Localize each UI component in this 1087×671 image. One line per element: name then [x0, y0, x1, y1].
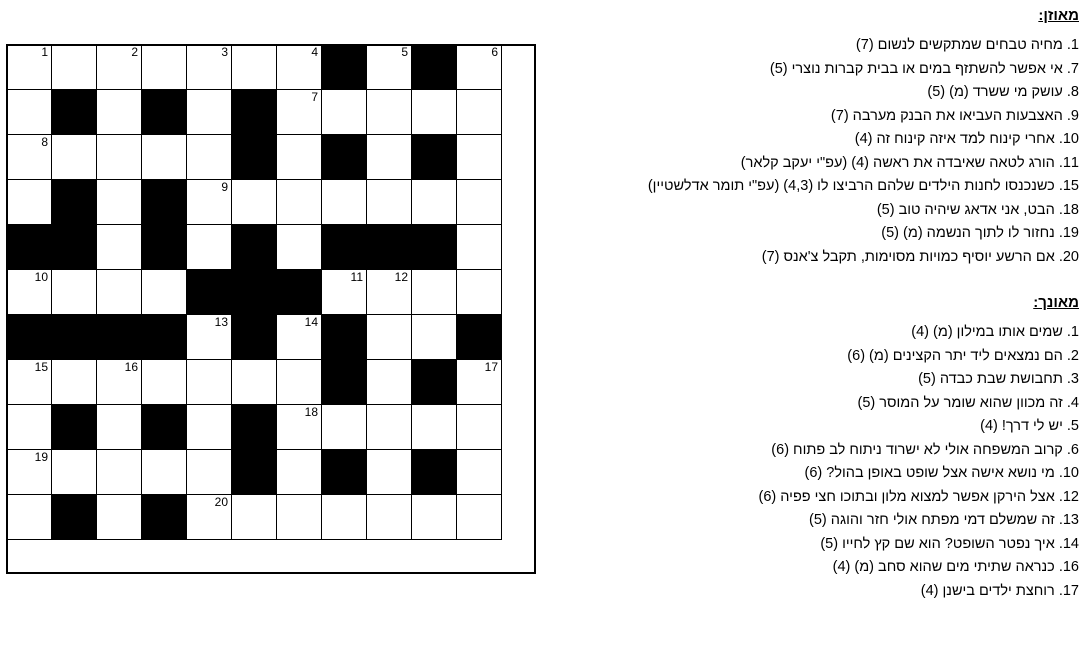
cell-number: 8: [41, 135, 48, 149]
down-clue-item: 10. מי נושא אישה אצל שופט באופן בהול? (6): [804, 465, 1079, 481]
crossword-cell[interactable]: [277, 180, 322, 225]
cell-number: 18: [304, 405, 318, 419]
cell-number: 4: [311, 45, 318, 59]
crossword-row: [7, 405, 502, 450]
crossword-cell[interactable]: [277, 495, 322, 540]
crossword-cell[interactable]: [97, 405, 142, 450]
crossword-cell[interactable]: [457, 450, 502, 495]
across-clue-item: 19. נחזור לו לתוך הנשמה (מ) (5): [881, 225, 1079, 241]
crossword-cell[interactable]: [97, 495, 142, 540]
crossword-cell[interactable]: [367, 495, 412, 540]
crossword-cell[interactable]: [232, 495, 277, 540]
crossword-cell[interactable]: [412, 270, 457, 315]
crossword-cell[interactable]: [322, 270, 367, 315]
crossword-grid[interactable]: [6, 44, 502, 540]
crossword-cell[interactable]: [7, 45, 52, 90]
crossword-cell[interactable]: [232, 45, 277, 90]
crossword-cell-block: [322, 45, 367, 90]
crossword-cell[interactable]: [52, 45, 97, 90]
crossword-cell[interactable]: [367, 360, 412, 405]
crossword-cell[interactable]: [187, 225, 232, 270]
cell-number: 9: [221, 180, 228, 194]
crossword-cell[interactable]: [52, 360, 97, 405]
down-clue-list: [559, 321, 1079, 603]
crossword-cell-block: [142, 225, 187, 270]
crossword-cell[interactable]: [457, 225, 502, 270]
crossword-cell-block: [367, 225, 412, 270]
crossword-cell-block: [7, 225, 52, 270]
crossword-cell[interactable]: [412, 315, 457, 360]
crossword-cell-block: [232, 225, 277, 270]
down-clue-item: 4. זה מכוון שהוא שומר על המוסר (5): [857, 394, 1079, 411]
down-clue-item: 13. זה שמשלם דמי מפתח אולי חזר והוגה (5): [809, 512, 1079, 528]
cell-number: 13: [214, 315, 228, 329]
crossword-cell[interactable]: [277, 405, 322, 450]
crossword-cell[interactable]: [97, 450, 142, 495]
crossword-cell-block: [322, 315, 367, 360]
crossword-cell-block: [232, 135, 277, 180]
crossword-cell[interactable]: [7, 495, 52, 540]
crossword-cell-block: [322, 135, 367, 180]
down-clue-item: 1. שמים אותו במילון (מ) (4): [911, 324, 1079, 340]
cell-number: 11: [350, 270, 363, 284]
crossword-cell[interactable]: [232, 360, 277, 405]
crossword-cell[interactable]: [457, 90, 502, 135]
down-clue-item: 14. איך נפטר השופט? הוא שם קץ לחייו (5): [820, 535, 1079, 552]
crossword-cell[interactable]: [277, 315, 322, 360]
down-clue-item: 3. תחבושת שבת כבדה (5): [918, 371, 1079, 387]
crossword-cell[interactable]: [412, 180, 457, 225]
crossword-cell[interactable]: [457, 405, 502, 450]
across-heading: מאוזן:: [1038, 7, 1079, 24]
across-clue-item: 7. אי אפשר להשתזף במים או בבית קברות נוצרי (5): [769, 60, 1079, 77]
crossword-cell[interactable]: [232, 180, 277, 225]
across-clue-list: [559, 34, 1079, 269]
crossword-cell[interactable]: [97, 360, 142, 405]
cell-number: 1: [41, 45, 48, 59]
crossword-cell-block: [412, 360, 457, 405]
cell-number: 3: [221, 45, 228, 59]
cell-number: 20: [214, 495, 228, 509]
crossword-row: [7, 90, 502, 135]
crossword-cell[interactable]: [142, 135, 187, 180]
clues-panel: [559, 6, 1079, 603]
crossword-cell-block: [142, 90, 187, 135]
crossword-cell-block: [142, 315, 187, 360]
crossword-cell[interactable]: [367, 315, 412, 360]
crossword-cell[interactable]: [142, 45, 187, 90]
crossword-cell[interactable]: [322, 90, 367, 135]
crossword-cell[interactable]: [367, 180, 412, 225]
cell-number: 7: [311, 90, 318, 104]
crossword-row: [7, 270, 502, 315]
crossword-cell-block: [232, 315, 277, 360]
crossword-cell[interactable]: [367, 45, 412, 90]
crossword-row: [7, 450, 502, 495]
crossword-cell-block: [52, 225, 97, 270]
crossword-row: [7, 225, 502, 270]
crossword-cell[interactable]: [187, 45, 232, 90]
crossword-cell[interactable]: [187, 405, 232, 450]
across-clue-item: 10. אחרי קינוח למד איזה קינוח זה (4): [854, 131, 1079, 147]
crossword-cell[interactable]: [457, 495, 502, 540]
cell-number: 12: [394, 270, 408, 284]
crossword-cell-block: [232, 450, 277, 495]
crossword-cell-block: [457, 315, 502, 360]
across-clue-item: 11. הורג לטאה שאיבדה את ראשה (4) (עפ"י יעקב קלאר): [740, 154, 1079, 171]
crossword-cell[interactable]: [187, 135, 232, 180]
cell-number: 19: [34, 450, 48, 464]
crossword-row: [7, 180, 502, 225]
crossword-cell-block: [232, 405, 277, 450]
crossword-cell[interactable]: [7, 180, 52, 225]
across-clue-item: 1. מחיה טבחים שמתקשים לנשום (7): [855, 37, 1079, 53]
crossword-cell[interactable]: [187, 90, 232, 135]
down-clue-item: 6. קרוב המשפחה אולי לא ישרוד ניתוח לב פתוח (6): [771, 441, 1079, 458]
cell-number: 10: [34, 270, 48, 284]
down-clue-item: 5. יש לי דרך! (4): [980, 418, 1079, 434]
crossword-cell[interactable]: [367, 405, 412, 450]
across-clue-item: 9. האצבעות העביאו את הבנק מערבה (7): [830, 107, 1079, 124]
crossword-cell[interactable]: [187, 360, 232, 405]
crossword-cell[interactable]: [7, 405, 52, 450]
crossword-cell[interactable]: [367, 270, 412, 315]
crossword-cell-block: [52, 495, 97, 540]
crossword-cell-block: [412, 135, 457, 180]
crossword-cell[interactable]: [412, 90, 457, 135]
crossword-grid-container[interactable]: [6, 44, 502, 540]
crossword-cell-block: [52, 180, 97, 225]
across-clue-item: 18. הבט, אני אדאג שיהיה טוב (5): [876, 201, 1079, 218]
crossword-cell[interactable]: [142, 270, 187, 315]
cell-number: 14: [304, 315, 318, 329]
crossword-cell-block: [232, 90, 277, 135]
across-clue-item: 8. עושק מי ששרד (מ) (5): [927, 84, 1079, 100]
crossword-cell[interactable]: [277, 360, 322, 405]
crossword-row: [7, 360, 502, 405]
crossword-cell-block: [52, 315, 97, 360]
crossword-cell[interactable]: [457, 180, 502, 225]
crossword-cell-block: [322, 225, 367, 270]
crossword-cell[interactable]: [367, 135, 412, 180]
cell-number: 2: [131, 45, 138, 59]
crossword-cell-block: [187, 270, 232, 315]
crossword-cell-block: [322, 360, 367, 405]
crossword-cell-block: [412, 225, 457, 270]
crossword-cell[interactable]: [412, 405, 457, 450]
crossword-row: [7, 315, 502, 360]
crossword-cell[interactable]: [97, 90, 142, 135]
crossword-cell[interactable]: [322, 495, 367, 540]
crossword-cell[interactable]: [52, 450, 97, 495]
crossword-cell-block: [52, 90, 97, 135]
crossword-cell[interactable]: [277, 90, 322, 135]
crossword-cell[interactable]: [187, 180, 232, 225]
crossword-cell[interactable]: [97, 45, 142, 90]
crossword-cell[interactable]: [277, 450, 322, 495]
crossword-cell[interactable]: [7, 90, 52, 135]
crossword-cell[interactable]: [457, 270, 502, 315]
crossword-cell[interactable]: [322, 405, 367, 450]
crossword-cell-block: [142, 495, 187, 540]
down-clue-item: 17. רוחצת ילדים בישנן (4): [920, 582, 1079, 599]
down-heading: מאונך:: [1033, 294, 1079, 311]
crossword-cell[interactable]: [277, 135, 322, 180]
crossword-cell[interactable]: [277, 45, 322, 90]
crossword-cell[interactable]: [142, 360, 187, 405]
crossword-cell[interactable]: [7, 135, 52, 180]
crossword-cell[interactable]: [277, 225, 322, 270]
down-clue-item: 16. כנראה שתיתי מים שהוא סחב (מ) (4): [832, 559, 1079, 575]
crossword-row: [7, 495, 502, 540]
cell-number: 5: [401, 45, 408, 59]
down-clue-item: 12. אצל הירקן אפשר למצוא מלון ובתוכו חצי פפיה (6): [758, 488, 1079, 505]
crossword-cell[interactable]: [97, 270, 142, 315]
crossword-cell[interactable]: [7, 270, 52, 315]
crossword-cell[interactable]: [7, 360, 52, 405]
crossword-cell[interactable]: [457, 360, 502, 405]
crossword-cell[interactable]: [7, 450, 52, 495]
crossword-cell[interactable]: [322, 180, 367, 225]
crossword-cell-block: [412, 45, 457, 90]
cell-number: 6: [491, 45, 498, 59]
crossword-cell[interactable]: [457, 135, 502, 180]
cell-number: 17: [484, 360, 498, 374]
cell-number: 15: [34, 360, 48, 374]
crossword-cell[interactable]: [142, 450, 187, 495]
crossword-cell-block: [142, 180, 187, 225]
crossword-cell-block: [52, 405, 97, 450]
crossword-cell-block: [277, 270, 322, 315]
crossword-cell[interactable]: [97, 225, 142, 270]
crossword-cell[interactable]: [97, 180, 142, 225]
across-clue-item: 20. אם הרשע יוסיף כמויות מסוימות, תקבל צ'אנס (7): [761, 248, 1079, 265]
crossword-cell[interactable]: [52, 135, 97, 180]
crossword-cell[interactable]: [187, 495, 232, 540]
crossword-cell[interactable]: [367, 450, 412, 495]
crossword-row: [7, 135, 502, 180]
crossword-cell-block: [142, 405, 187, 450]
cell-number: 16: [124, 360, 138, 374]
crossword-cell-block: [7, 315, 52, 360]
crossword-cell[interactable]: [97, 135, 142, 180]
crossword-cell-block: [232, 270, 277, 315]
crossword-cell[interactable]: [52, 270, 97, 315]
crossword-row: [7, 45, 502, 90]
crossword-cell-block: [322, 450, 367, 495]
crossword-cell[interactable]: [187, 315, 232, 360]
crossword-cell[interactable]: [187, 450, 232, 495]
across-clue-item: 15. כשנכנסו לחנות הילדים שלהם הרביצו לו (4,3) (עפ"י תומר אדלשטיין): [647, 178, 1079, 194]
crossword-cell-block: [97, 315, 142, 360]
clue-section-gap: [559, 269, 1079, 293]
crossword-cell[interactable]: [367, 90, 412, 135]
crossword-cell[interactable]: [457, 45, 502, 90]
crossword-cell-block: [412, 450, 457, 495]
down-clue-item: 2. הם נמצאים ליד יתר הקצינים (מ) (6): [847, 347, 1079, 364]
crossword-cell[interactable]: [412, 495, 457, 540]
